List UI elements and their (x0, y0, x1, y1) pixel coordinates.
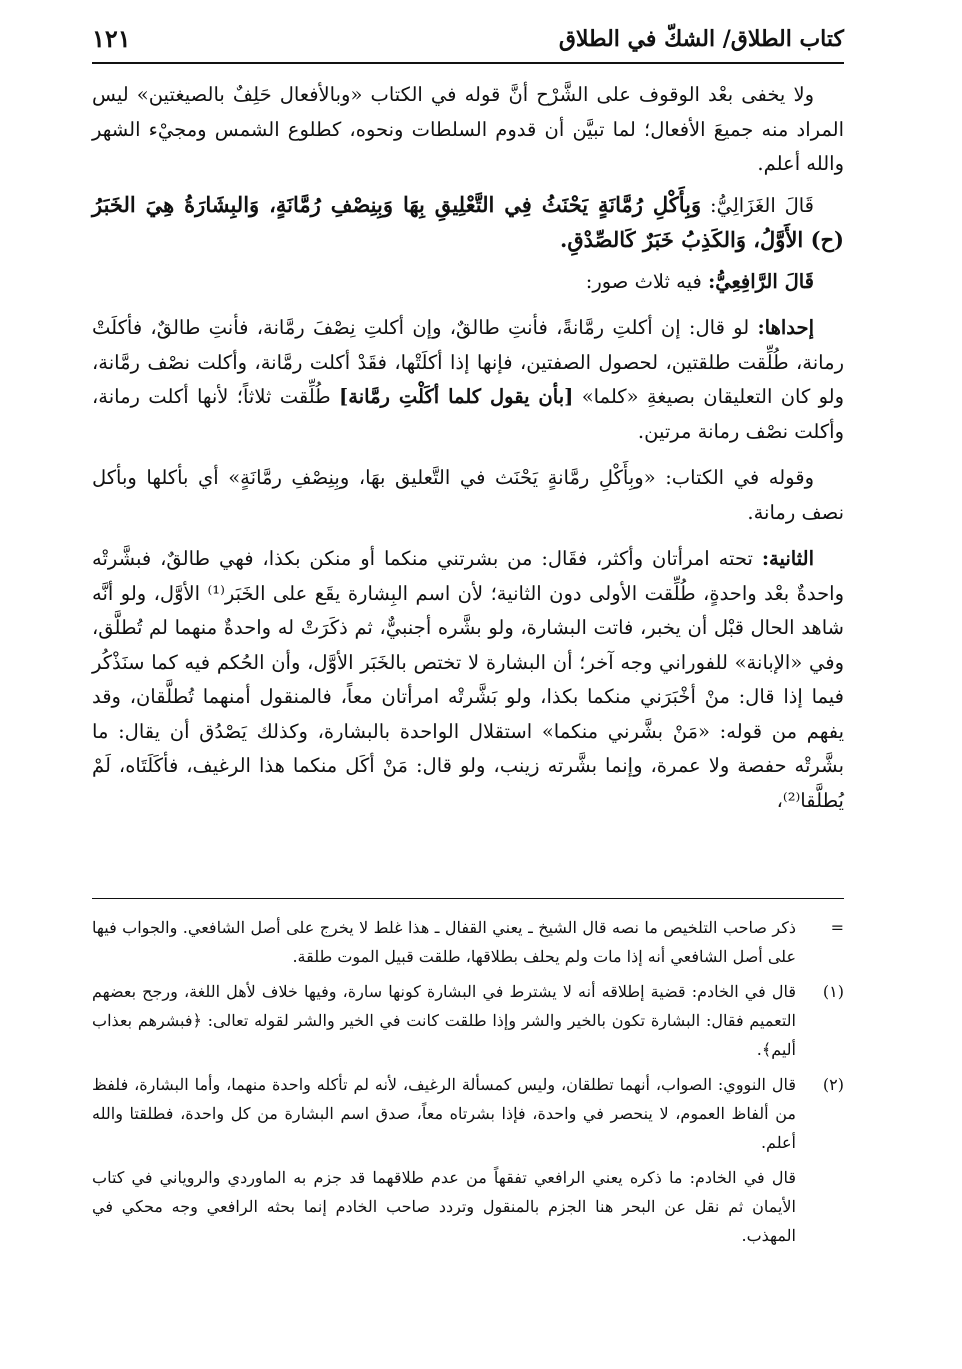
footnote-text: قال في الخادم: قضية إطلاقه أنه لا يشترط في البشارة كونها سارة، وفيها خلاف لأهل اللغة، ورجح بعضهم التعميم فقال: البشارة تكون بالخير والشر وإذا طلقت كانت في الخير والشر لقوله تعالى: ﴿فبشرهم بعذاب أليم﴾. (92, 982, 796, 1059)
running-header (92, 22, 844, 64)
first-case-bold-insert: [بأن يقول كلما أكَلْتِ رمَّانة] (339, 385, 574, 408)
rafii-label: قَالَ الرَّافِعِيُّ: (708, 269, 814, 293)
footnote-mark: (٢) (822, 1075, 844, 1094)
footnote-mark: = (830, 918, 844, 937)
second-case-text: تحته امرأتان وأكثر، فقَال: من بشرتني منكما أو منكن بكذا، فهي طالقٌ، فبشَّرتْه واحدةٌ بعْد واحدةٍ، طُلِّقت الأولى دون الثانية؛ لأن اسم البِشارة يقَع على الخَبَر⁽¹⁾ الأوَّل، ولو أنَّه شاهد الحال قبْل أن يخبر، فاتت البشارة، ولو بشَّره أجنبيٌّ، ثم ذكَرَتْ له واحدةٌ منهما لم تُطلَّق، وفي «الإبانة» للفوراني وجه آخر؛ أن البشارة لا تختص بالخَبَر الأوَّل، وأن الحُكم فيه كما سنَذْكُر فيما إذا قال: منْ أخْبَرَني منكما بكذا، ولو بَشَّرتْه امرأتان معاً، فالمنقول أمنهما تُطلَّقان، وقد يفهم من قوله: «مَنْ بشَّرني منكما» استقلال الواحدة بالبشارة، وكذلك يَصْدُق أن يقال: ما بشَّرتْه حفصة ولا عمرة، وإنما بشَّرته زينب، ولو قال: مَنْ أكَل منكما هذا الرغيف، فأكَلَتَاه، لَمْ يُطلَّقا⁽²⁾، (92, 547, 844, 812)
page-number: ١٢١ (92, 24, 131, 53)
paragraph-rafii (92, 265, 844, 300)
rafii-intro: فيه ثلاث صور: (585, 269, 702, 293)
paragraph-first-case (92, 311, 844, 449)
header-title: كتاب الطلاق/ الشكّ في الطلاق (558, 26, 844, 52)
footnote-2 (92, 1070, 844, 1157)
footnote-mark (796, 1163, 844, 1250)
first-case-label: إحداها: (757, 316, 814, 339)
paragraph-1: ولا يخفى بعْد الوقوف على الشَّرْح أنَّ قوله في الكتاب «وبالأفعال حَلِفٌ بالصيغتين» ليس المراد منه جميعَ الأفعال؛ لما تبيَّن أن قدوم السلطات ونحوه، كطلوع الشمس ومجيْء الشهر والله أعلم. (92, 83, 844, 175)
footnote-1 (92, 977, 844, 1064)
main-text (92, 78, 844, 824)
paragraph-ghazali (92, 188, 844, 259)
footnote-text: ذكر صاحب التلخيص ما نصه قال الشيخ ـ يعني القفال ـ هذا غلط لا يخرج على أصل الشافعي. والجواب فيها على أصل الشافعي أنه إذا مات ولم يحلف بطلاقها، طلقت قبيل الموت طلقة. (92, 918, 796, 966)
footnote-2-continued (92, 1163, 844, 1250)
footnotes (92, 898, 844, 1256)
footnote-text: قال النووي: الصواب، أنهما تطلقان، وليس كمسألة الرغيف، لأنه لم تأكله واحدة منهما، وأما البشارة، فلفظ من ألفاظ العموم، لا ينحصر في واحدة، فإذا بشرتاه معاً، صدق اسم البشارة من كل واحدة، فطلقتا والله أعلم. (92, 1075, 796, 1152)
footnote-text: قال في الخادم: ما ذكره يعني الرافعي تفقهاً من عدم طلاقهما قد جزم به الماوردي والروياني في كتاب الأيمان ثم نقل عن البحر هنا الجزم بالمنقول وتردد صاحب الخادم إنما بحثه الرافعي وجه محكي في المهذب. (92, 1168, 796, 1245)
footnote-continued (92, 913, 844, 971)
second-case-label: الثانية: (761, 547, 814, 570)
ghazali-quote: وَبِأَكْلِ رُمَّانَةٍ يَحْنَثُ فِي التَّعْلِيقِ بِهَا وَبِنِصْفِ رُمَّانَةٍ، وَالبِشَارَةُ هِيَ الخَبَرُ (ح) الأَوَّلُ، وَالكَذِبُ خَبَرٌ كَالصِّدْقِ. (92, 191, 844, 252)
paragraph-kitab-quote: وقوله في الكتاب: «وبِأَكْلِ رمَّانةٍ يَحْنَث في التَّعليق بهَا، وبِنِصْفِ رمَّانَةٍ» أي بأكلها وبأكل نصف رمانة. (92, 466, 844, 524)
paragraph-second-case (92, 542, 844, 818)
footnote-mark: (١) (822, 982, 844, 1001)
first-case-text-a: لو قال: إن أكلتِ رمَّانةً، فأنتِ طالقٌ، وإن أكلتِ نِصْفَ رمَّانة، فأنتِ طالقٌ، فأكلَتْ رمانة، طُلِّقت طلقتين، لحصول الصفتين، فإنها إذا أكلَتْها، فقَدْ أكلت رمَّانة، وأكلت نصْف رمَّانة، ولو كان التعليقان بصيغةِ «كلما» (92, 316, 844, 408)
first-case-text-b: طُلِّقت ثلاثاً؛ لأنها أكلت رمانة، وأكلت نصْف رمانة مرتين. (92, 385, 844, 443)
ghazali-label: قَالَ الغَزَالِيُّ: (710, 193, 815, 217)
